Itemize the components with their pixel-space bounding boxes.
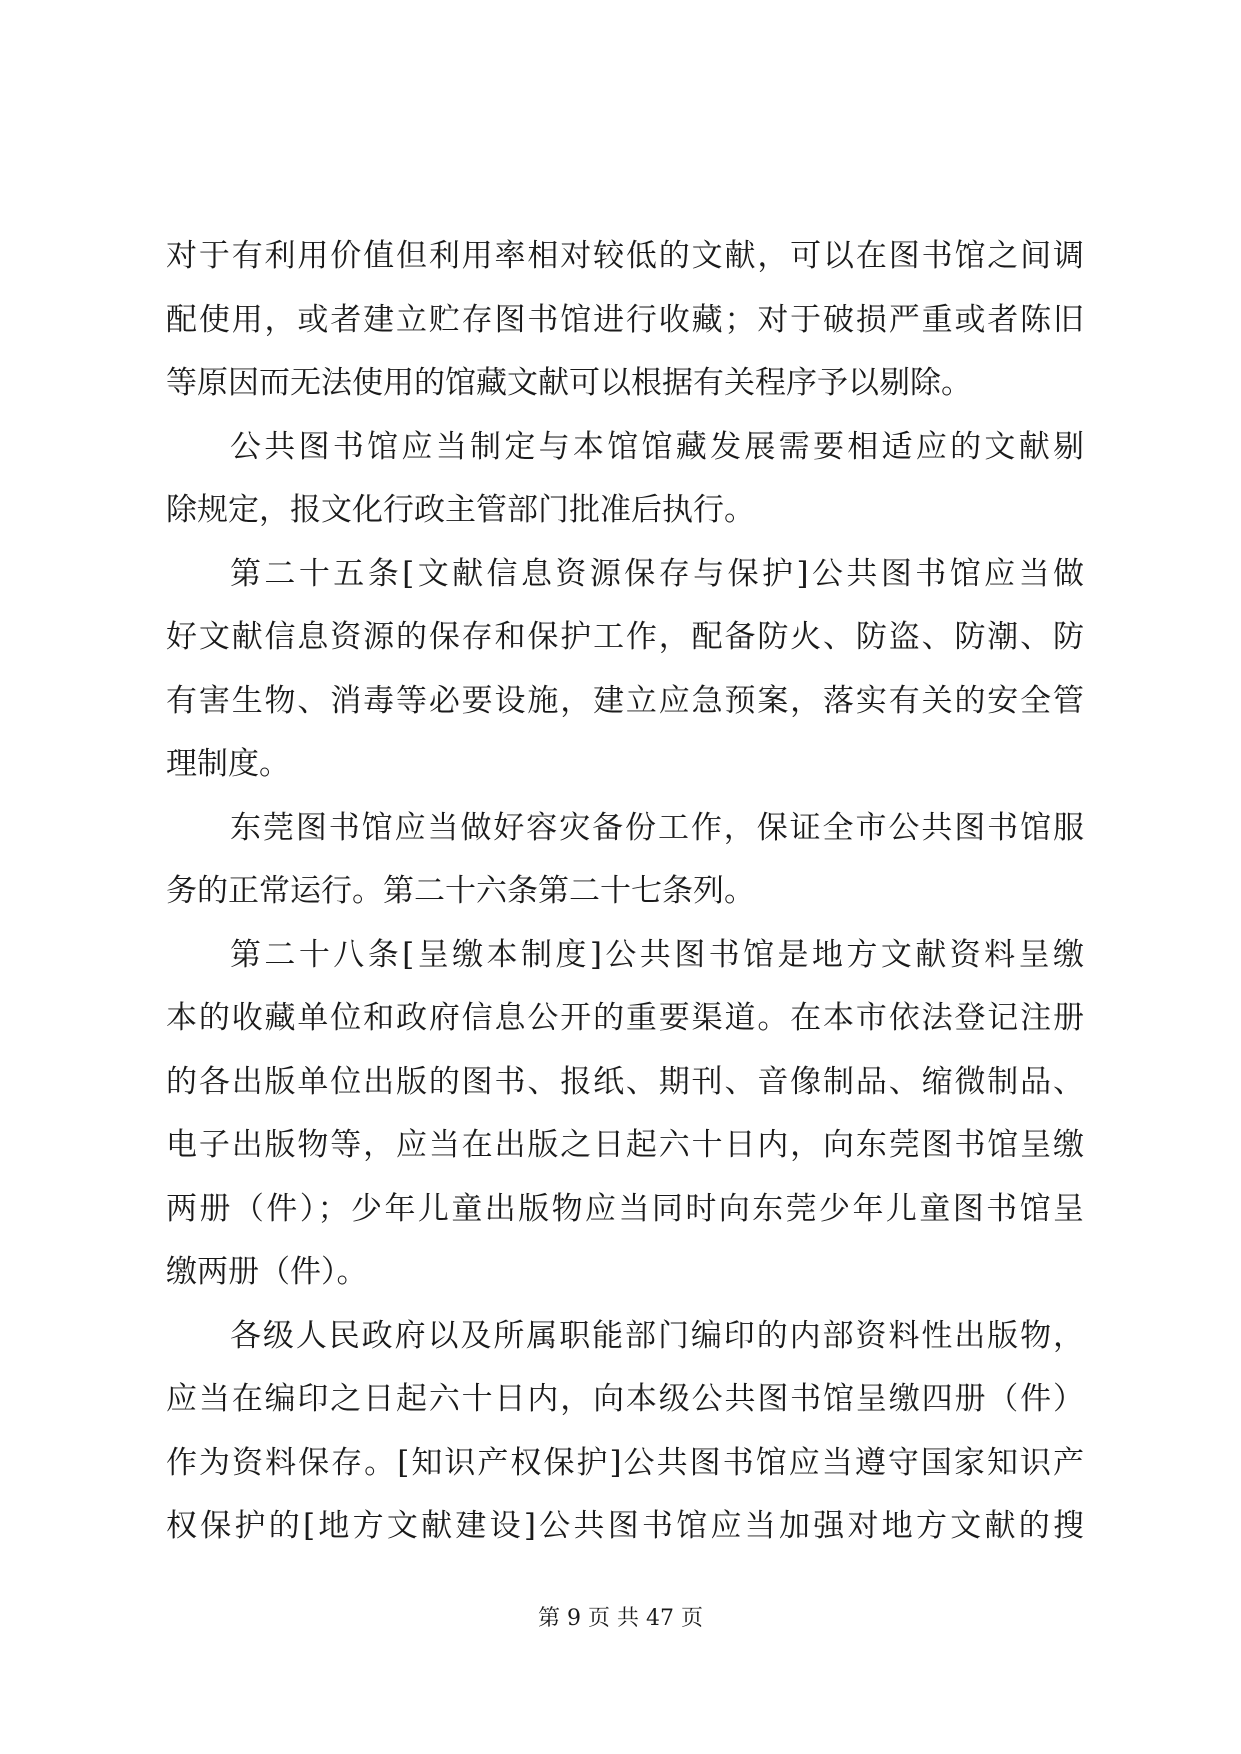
text-line: 两册（件）；少年儿童出版物应当同时向东莞少年儿童图书馆呈 bbox=[166, 1190, 1084, 1227]
text-line: 等原因而无法使用的馆藏文献可以根据有关程序予以剔除。 bbox=[166, 365, 972, 401]
text-line: 电子出版物等，应当在出版之日起六十日内，向东莞图书馆呈缴 bbox=[166, 1127, 1084, 1163]
text-line: 务的正常运行。第二十六条第二十七条列。 bbox=[166, 873, 755, 909]
body-text bbox=[166, 225, 1084, 1559]
text-line: 公共图书馆应当制定与本馆馆藏发展需要相适应的文献剔 bbox=[230, 428, 1084, 465]
text-line: 东莞图书馆应当做好容灾备份工作，保证全市公共图书馆服 bbox=[230, 809, 1084, 846]
text-line: 应当在编印之日起六十日内，向本级公共图书馆呈缴四册（件） bbox=[166, 1381, 1084, 1417]
text-line: 的各出版单位出版的图书、报纸、期刊、音像制品、缩微制品、 bbox=[166, 1063, 1084, 1100]
text-line: 第二十五条[文献信息资源保存与保护]公共图书馆应当做 bbox=[230, 555, 1084, 592]
text-line: 各级人民政府以及所属职能部门编印的内部资料性出版物， bbox=[230, 1317, 1084, 1354]
text-line: 除规定，报文化行政主管部门批准后执行。 bbox=[166, 492, 755, 528]
text-line: 本的收藏单位和政府信息公开的重要渠道。在本市依法登记注册 bbox=[166, 1000, 1084, 1036]
text-line: 第二十八条[呈缴本制度]公共图书馆是地方文献资料呈缴 bbox=[230, 936, 1084, 973]
text-line: 好文献信息资源的保存和保护工作，配备防火、防盗、防潮、防 bbox=[166, 619, 1084, 655]
text-line: 配使用，或者建立贮存图书馆进行收藏；对于破损严重或者陈旧 bbox=[166, 301, 1084, 338]
text-line: 作为资料保存。[知识产权保护]公共图书馆应当遵守国家知识产 bbox=[166, 1444, 1084, 1481]
text-line: 有害生物、消毒等必要设施，建立应急预案，落实有关的安全管 bbox=[166, 682, 1084, 719]
text-line: 权保护的[地方文献建设]公共图书馆应当加强对地方文献的搜 bbox=[166, 1508, 1084, 1544]
text-line: 对于有利用价值但利用率相对较低的文献，可以在图书馆之间调 bbox=[166, 238, 1084, 274]
page-number-footer: 第 9 页 共 47 页 bbox=[538, 1606, 703, 1631]
text-line: 缴两册（件）。 bbox=[166, 1254, 368, 1290]
text-line: 理制度。 bbox=[166, 746, 290, 782]
